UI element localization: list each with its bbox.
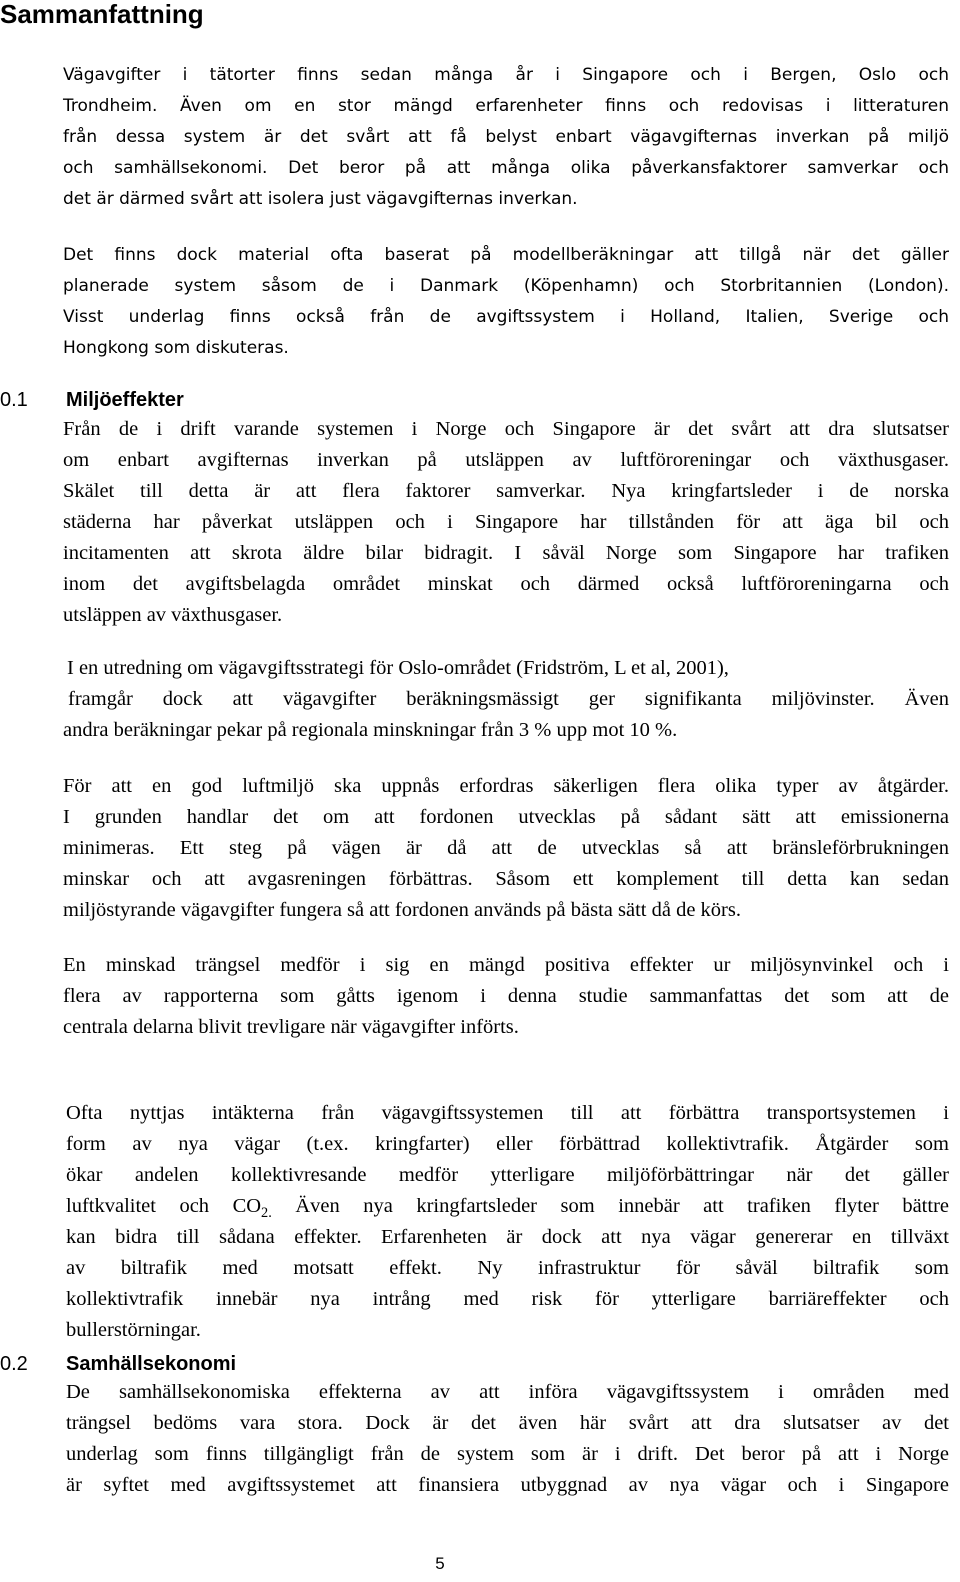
text-line: framgår dock att vägavgifter beräkningsmässigt ger signifikanta miljövinster. Även (68, 688, 949, 710)
page-heading: Sammanfattning (0, 0, 204, 29)
text-line: Skälet till detta är att flera faktorer samverkar. Nya kringfartsleder i de norska (63, 480, 949, 502)
text-line: De samhällsekonomiska effekterna av att införa vägavgiftssystem i områden med (66, 1381, 949, 1403)
text-line: I grunden handlar det om att fordonen utvecklas på sådant sätt att emissionerna (63, 806, 949, 828)
intro-paragraph-1 (63, 60, 949, 215)
text-line: är syftet med avgiftssystemet att finansiera utbyggnad av nya vägar och i Singapore (66, 1474, 949, 1496)
text-line: trängsel bedöms vara stora. Dock är det även här svårt att dra slutsatser av det (66, 1412, 949, 1434)
text-line: centrala delarna blivit trevligare när vägavgifter införts. (63, 1016, 519, 1038)
section1-paragraph-4 (63, 950, 949, 1043)
page-number: 5 (435, 1554, 445, 1573)
section1-paragraph-2 (63, 653, 949, 746)
text-line: Ofta nyttjas intäkterna från vägavgiftssystemen till att förbättra transportsystemen i (66, 1102, 949, 1124)
section-title: Samhällsekonomi (66, 1353, 237, 1375)
section1-paragraph-3 (63, 771, 949, 926)
section1-paragraph-1 (63, 414, 949, 631)
section-number: 0.2 (0, 1353, 28, 1375)
section1-paragraph-5 (66, 1098, 949, 1346)
text-line: För att en god luftmiljö ska uppnås erfordras säkerligen flera olika typer av åtgärder. (63, 775, 949, 797)
text-line: Vägavgifter i tätorter finns sedan många år i Singapore och i Bergen, Oslo och (63, 65, 949, 85)
text-line: ökar andelen kollektivresande medför ytterligare miljöförbättringar när det gäller (66, 1164, 949, 1186)
subscript-2: 2. (261, 1205, 272, 1222)
text-line: kollektivtrafik innebär nya intrång med risk för ytterligare barriäreffekter och (66, 1288, 949, 1310)
text-line: underlag som finns tillgängligt från de system som är i drift. Det beror på att i Norge (66, 1443, 949, 1465)
text-line: Från de i drift varande systemen i Norge och Singapore är det svårt att dra slutsatser (63, 418, 949, 440)
text-fragment: luftkvalitet och CO (66, 1195, 262, 1217)
text-line-co2 (66, 1191, 949, 1222)
text-line: det är därmed svårt att isolera just vägavgifternas inverkan. (63, 189, 578, 209)
text-line: Hongkong som diskuteras. (63, 338, 289, 358)
text-line: En minskad trängsel medför i sig en mängd positiva effekter ur miljösynvinkel och i (63, 954, 949, 976)
text-line: Visst underlag finns också från de avgiftssystem i Holland, Italien, Sverige och (63, 307, 949, 327)
intro-paragraph-2 (63, 240, 949, 364)
section2-paragraph-1 (66, 1377, 949, 1501)
text-line: om enbart avgifternas inverkan på utsläppen av luftföroreningar och växthusgaser. (63, 449, 949, 471)
text-line: av biltrafik med motsatt effekt. Ny infrastruktur för såväl biltrafik som (66, 1257, 949, 1279)
text-line: kan bidra till sådana effekter. Erfarenheten är dock att nya vägar genererar en tillväxt (66, 1226, 949, 1248)
text-line: planerade system såsom de i Danmark (Köpenhamn) och Storbritannien (London). (63, 276, 949, 296)
text-line: minskar och att avgasreningen förbättras. Såsom ett komplement till detta kan sedan (63, 868, 949, 890)
text-line: form av nya vägar (t.ex. kringfarter) eller förbättrad kollektivtrafik. Åtgärder som (66, 1133, 949, 1155)
text-line: andra beräkningar pekar på regionala minskningar från 3 % upp mot 10 %. (63, 719, 678, 741)
text-line: miljöstyrande vägavgifter fungera så att fordonen används på bästa sätt då de körs. (63, 899, 741, 921)
text-line: flera av rapporterna som gåtts igenom i denna studie sammanfattas det som att de (63, 985, 949, 1007)
text-line: minimeras. Ett steg på vägen är då att de utvecklas så att bränsleförbrukningen (63, 837, 949, 859)
text-line: I en utredning om vägavgiftsstrategi för Oslo-området (Fridström, L et al, 2001), (67, 657, 729, 679)
text-line: och samhällsekonomi. Det beror på att många olika påverkansfaktorer samverkar och (63, 158, 949, 178)
text-line: inom det avgiftsbelagda området minskat och därmed också luftföroreningarna och (63, 573, 949, 595)
text-line: bullerstörningar. (66, 1319, 201, 1341)
text-line: Det finns dock material ofta baserat på modellberäkningar att tillgå när det gäller (63, 245, 949, 265)
text-fragment: Även nya kringfartsleder som innebär att trafiken flyter bättre (271, 1195, 949, 1217)
section-title: Miljöeffekter (66, 389, 184, 411)
text-line: från dessa system är det svårt att få belyst enbart vägavgifternas inverkan på miljö (63, 127, 949, 147)
text-line: städerna har påverkat utsläppen och i Singapore har tillstånden för att äga bil och (63, 511, 949, 533)
text-line: Trondheim. Även om en stor mängd erfarenheter finns och redovisas i litteraturen (63, 96, 949, 116)
text-line: incitamenten att skrota äldre bilar bidragit. I såväl Norge som Singapore har trafiken (63, 542, 949, 564)
text-line: utsläppen av växthusgaser. (63, 604, 283, 626)
section-number: 0.1 (0, 389, 28, 411)
